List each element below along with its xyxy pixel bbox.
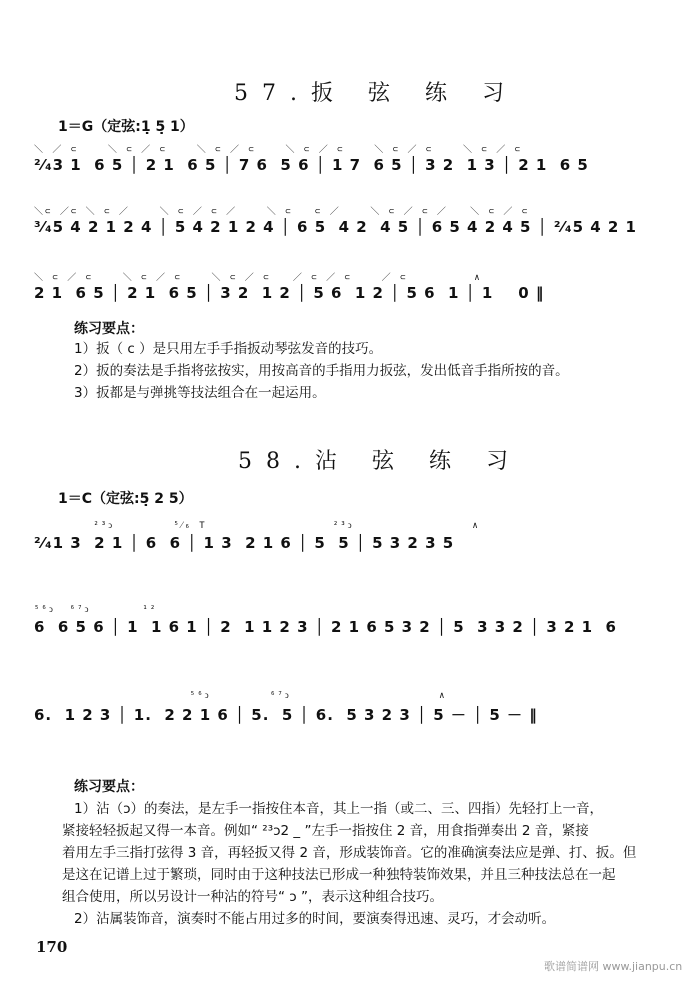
technique-marks: ＼⊂ ／⊂ ＼ ⊂ ／ ＼ ⊂ ／ ⊂ ／ ＼ ⊂ ⊂ ／ ＼ ⊂ ／ ⊂ ／ ＼ ⊂ ／ ⊂ bbox=[34, 207, 530, 217]
practice-point: 1）扳（ c ）是只用左手手指扳动琴弦发音的技巧。 bbox=[74, 341, 383, 357]
score-row bbox=[34, 520, 664, 560]
practice-point: 组合使用，所以另设计一种沾的符号“ ↄ ”，表示这种组合技巧。 bbox=[62, 889, 443, 905]
score-row bbox=[34, 142, 664, 182]
section-58-key: 1＝C（定弦:5̣ 2 5） bbox=[58, 491, 193, 507]
notes: ²⁄₄1 3 2 1 │ 6 6 │ 1 3 2 1 6 │ 5 5 │ 5 3 2 3 5 bbox=[34, 534, 455, 552]
practice-point: 紧接轻轻扳起又得一本音。例如“ ²³ↄ2 _ ”左手一指按住 2 音，用食指弹奏出 2 音，紧接 bbox=[62, 823, 589, 839]
technique-marks: ＼ ／ ⊂ ＼ ⊂ ／ ⊂ ＼ ⊂ ／ ⊂ ＼ ⊂ ／ ⊂ ＼ ⊂ ／ ⊂ ＼ ⊂ ／ ⊂ bbox=[34, 145, 523, 155]
practice-point: 2）扳的奏法是手指将弦按实，用按高音的手指用力扳弦，发出低音手指所按的音。 bbox=[74, 363, 569, 379]
technique-marks: ＼ ⊂ ／ ⊂ ＼ ⊂ ／ ⊂ ＼ ⊂ ／ ⊂ ／ ⊂ ／ ⊂ ／ ⊂ ∧ bbox=[34, 273, 482, 283]
score-row bbox=[34, 604, 664, 644]
score-row bbox=[34, 690, 664, 730]
section-57-key: 1＝G（定弦:1̣ 5̣ 1） bbox=[58, 119, 194, 135]
technique-marks: ⁵⁶ↄ ⁶⁷ↄ ∧ bbox=[34, 691, 447, 701]
watermark: 歌谱简谱网 www.jianpu.cn bbox=[544, 960, 683, 973]
technique-marks: ⁵⁶ↄ ⁶⁷ↄ ¹² bbox=[34, 605, 239, 615]
notes: 6 6 5 6 │ 1 1 6 1 │ 2 1 1 2 3 │ 2 1 6 5 3 2 │ 5 3 3 2 │ 3 2 1 6 bbox=[34, 618, 617, 636]
practice-point: 3）扳都是与弹挑等技法组合在一起运用。 bbox=[74, 385, 326, 401]
notes: 6. 1 2 3 │ 1. 2 2 1 6 │ 5. 5 │ 6. 5 3 2 3 │ 5 － │ 5 － ‖ bbox=[34, 706, 538, 724]
score-row bbox=[34, 270, 664, 310]
practice-points-heading: 练习要点： bbox=[74, 321, 144, 337]
practice-point: 1）沾（ↄ）的奏法，是左手一指按住本音，其上一指（或二、三、四指）先轻打上一音， bbox=[74, 801, 604, 817]
practice-point: 2）沾属装饰音，演奏时不能占用过多的时间，要演奏得迅速、灵巧，才会动听。 bbox=[74, 911, 556, 927]
technique-marks: ²³ↄ ⁵⁄₆ T ²³ↄ ∧ bbox=[34, 521, 480, 531]
notes: 2 1 6 5 │ 2 1 6 5 │ 3 2 1 2 │ 5 6 1 2 │ 5 6 1 │ 1 0 ‖ bbox=[34, 284, 545, 302]
practice-points-heading: 练习要点： bbox=[74, 779, 144, 795]
notes: ²⁄₄3 1 6 5 │ 2 1 6 5 │ 7 6 5 6 │ 1 7 6 5 │ 3 2 1 3 │ 2 1 6 5 bbox=[34, 156, 589, 174]
score-row bbox=[34, 204, 664, 244]
section-58-title: 58.沾 弦 练 习 bbox=[238, 449, 522, 474]
page-number: 170 bbox=[36, 938, 68, 956]
section-57-title: 57.扳 弦 练 习 bbox=[234, 81, 518, 106]
practice-point: 是这在记谱上过于繁琐，同时由于这种技法已形成一种独特装饰效果，并且三种技法总在一起 bbox=[62, 867, 616, 883]
practice-point: 着用左手三指打弦得 3 音，再轻扳又得 2 音，形成装饰音。它的准确演奏法应是弹、打、扳。但 bbox=[62, 845, 637, 861]
notes: ³⁄₄5 4 2 1 2 4 │ 5 4 2 1 2 4 │ 6 5 4 2 4 5 │ 6 5 4 2 4 5 │ ²⁄₄5 4 2 1 bbox=[34, 218, 637, 236]
